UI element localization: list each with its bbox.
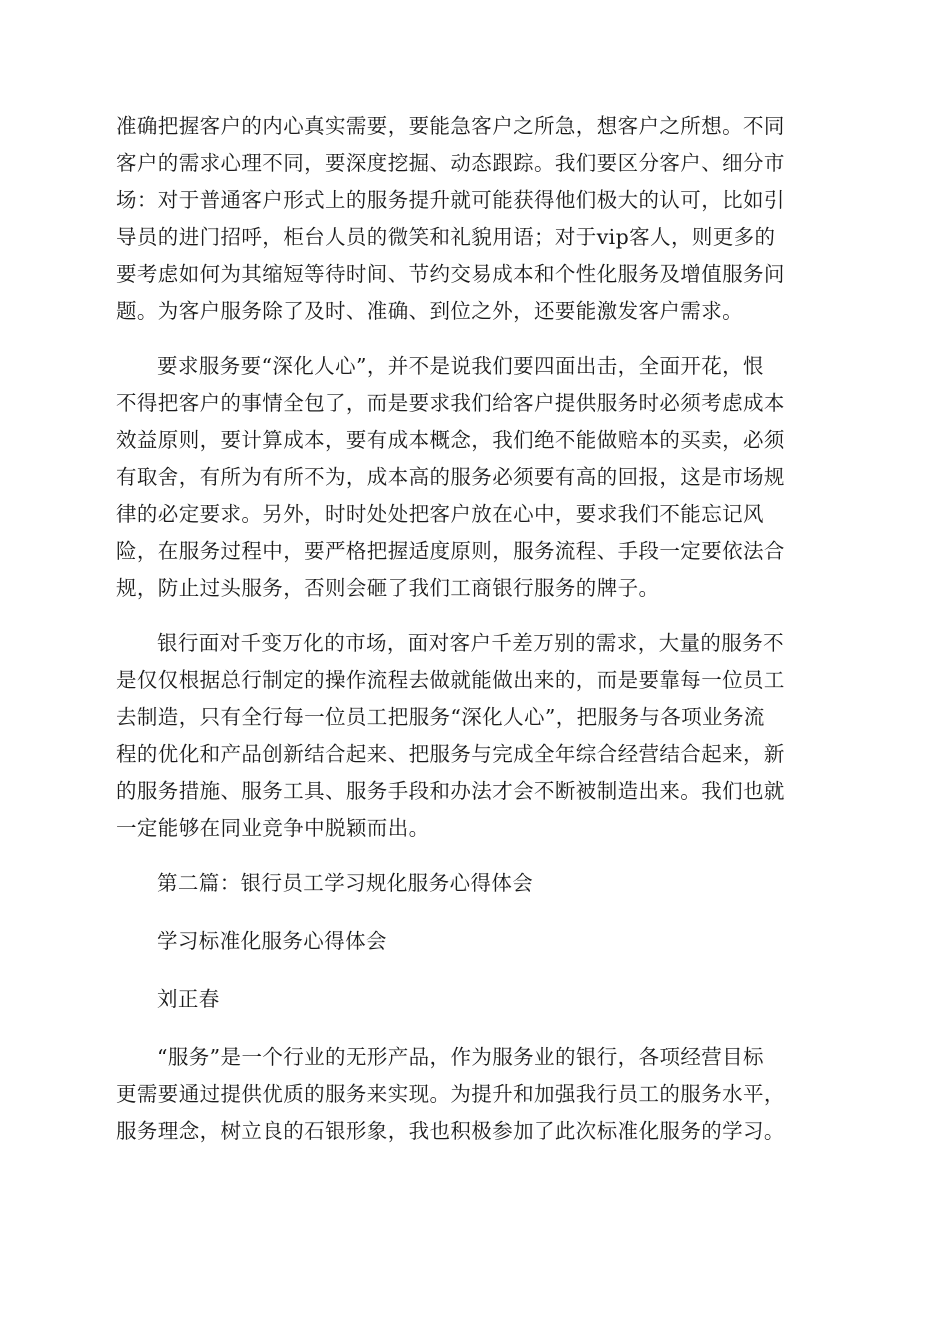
- text-line: 服务理念，树立良的石银形象，我也积极参加了此次标准化服务的学习。: [116, 1119, 785, 1143]
- text-line: 场：对于普通客户形式上的服务提升就可能获得他们极大的认可，比如引: [116, 188, 785, 212]
- paragraph-market-competition: [116, 625, 836, 847]
- text-line: 律的必定要求。另外，时时处处把客户放在心中，要求我们不能忘记风: [116, 502, 764, 526]
- text-line: 要考虑如何为其缩短等待时间、节约交易成本和个性化服务及增值服务问: [116, 262, 785, 286]
- section-heading: 第二篇：银行员工学习规化服务心得体会: [157, 871, 534, 895]
- text-line: 客户的需求心理不同，要深度挖掘、动态跟踪。我们要区分客户、细分市: [116, 151, 785, 175]
- text-line: 有取舍，有所为有所不为，成本高的服务必须要有高的回报，这是市场规: [116, 465, 785, 489]
- article-subtitle: 学习标准化服务心得体会: [157, 929, 387, 953]
- text-line: 导员的进门招呼，柜台人员的微笑和礼貌用语；对于vip客人，则更多的: [116, 225, 776, 249]
- text-line: 准确把握客户的内心真实需要，要能急客户之所急，想客户之所想。不同: [116, 114, 785, 138]
- paragraph-service-intro: [116, 1039, 836, 1150]
- text-line: 的服务措施、服务工具、服务手段和办法才会不断被制造出来。我们也就: [116, 779, 785, 803]
- text-line: 去制造，只有全行每一位员工把服务“深化人心”，把服务与各项业务流: [116, 705, 765, 729]
- text-line: 要求服务要“深化人心”，并不是说我们要四面出击，全面开花，恨: [157, 354, 764, 378]
- text-line: 银行面对千变万化的市场，面对客户千差万别的需求，大量的服务不: [157, 631, 784, 655]
- text-line: 险，在服务过程中，要严格把握适度原则，服务流程、手段一定要依法合: [116, 539, 785, 563]
- text-line: 效益原则，要计算成本，要有成本概念，我们绝不能做赔本的买卖，必须: [116, 428, 785, 452]
- text-line: 是仅仅根据总行制定的操作流程去做就能做出来的，而是要靠每一位员工: [116, 668, 785, 692]
- text-line: 程的优化和产品创新结合起来、把服务与完成全年综合经营结合起来，新: [116, 742, 785, 766]
- paragraph-customer-needs: [116, 108, 836, 330]
- document-page: [116, 108, 836, 1168]
- text-line: “服务”是一个行业的无形产品，作为服务业的银行，各项经营目标: [157, 1045, 764, 1069]
- paragraph-cost-principle: [116, 348, 836, 607]
- text-line: 题。为客户服务除了及时、准确、到位之外，还要能激发客户需求。: [116, 299, 743, 323]
- text-line: 规，防止过头服务，否则会砸了我们工商银行服务的牌子。: [116, 576, 660, 600]
- author-name: 刘正春: [157, 987, 220, 1011]
- text-line: 一定能够在同业竞争中脱颖而出。: [116, 816, 430, 840]
- text-line: 不得把客户的事情全包了，而是要求我们给客户提供服务时必须考虑成本: [116, 391, 785, 415]
- text-line: 更需要通过提供优质的服务来实现。为提升和加强我行员工的服务水平，: [116, 1082, 785, 1106]
